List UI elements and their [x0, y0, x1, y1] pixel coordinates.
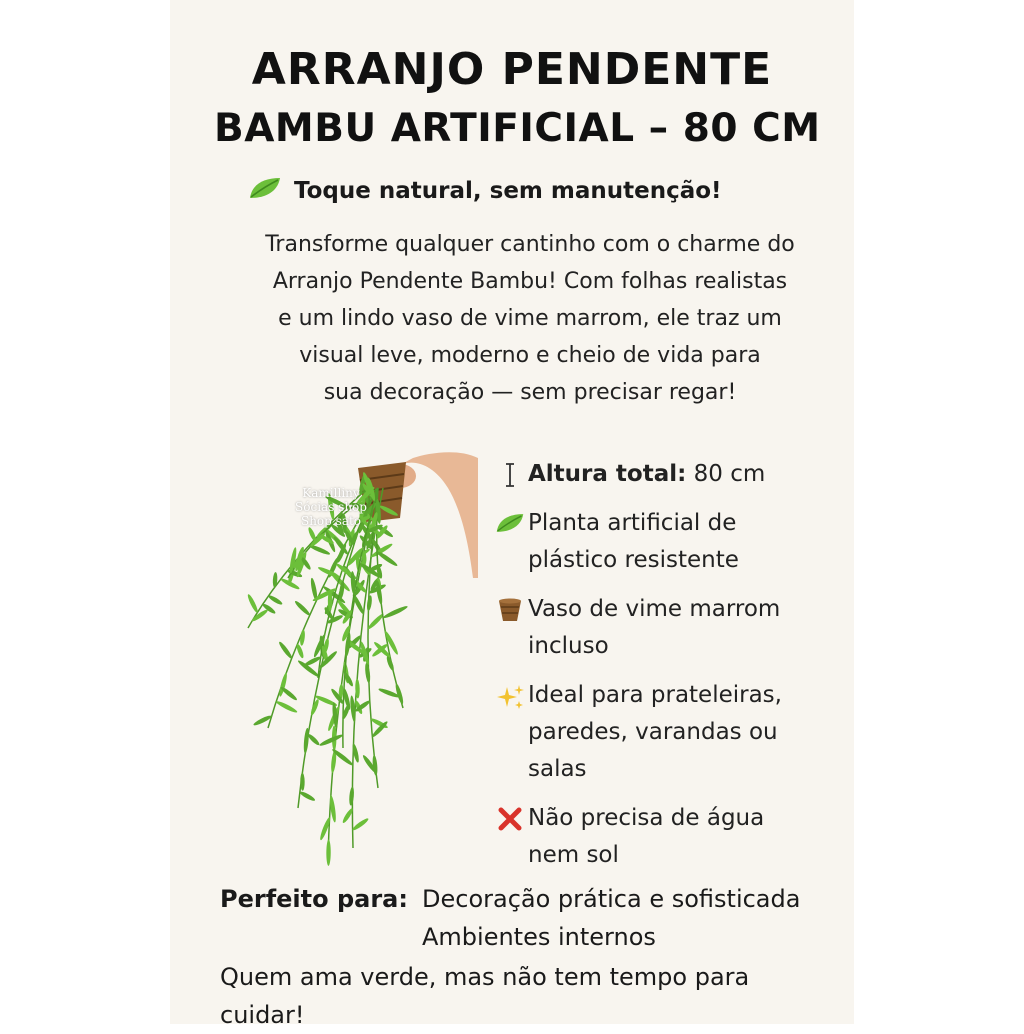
leaf: [319, 733, 344, 747]
height-icon: [492, 456, 528, 488]
leaf: [278, 641, 294, 660]
title-line-2: BAMBU ARTIFICIAL – 80 CM: [214, 106, 821, 151]
intro-line: visual leve, moderno e cheio de vida para: [299, 343, 761, 368]
ideal-for-label: Perfeito para:: [220, 885, 408, 913]
leaf-icon: [248, 176, 282, 206]
leaf: [275, 700, 298, 714]
watermark: Kamilliny Sócias shop Shop sato: [295, 486, 367, 528]
ideal-for-section: [220, 880, 800, 956]
cross-icon: [492, 800, 528, 832]
leaf: [299, 629, 305, 646]
feature-item-vase: Vaso de vime marrom incluso: [492, 591, 852, 665]
intro-paragraph: [190, 226, 870, 411]
basket-icon: [492, 591, 528, 623]
title-line-1: ARRANJO PENDENTE: [251, 44, 773, 95]
leaf: [267, 594, 283, 606]
leaf: [251, 608, 269, 623]
leaf: [303, 728, 310, 754]
intro-line: Arranjo Pendente Bambu! Com folhas realistas: [272, 269, 788, 294]
leaf: [246, 593, 259, 613]
leaf: [375, 580, 384, 605]
leaf: [364, 663, 371, 684]
sparkles-icon: [492, 677, 528, 711]
intro-line: e um lindo vaso de vime marrom, ele traz um: [278, 306, 782, 331]
feature-item-ideal: Ideal para prateleiras, paredes, varandas ou salas: [492, 677, 852, 788]
feature-item-height: Altura total: 80 cm: [492, 456, 852, 493]
leaf: [294, 600, 312, 617]
leaf: [350, 571, 356, 595]
leaf: [366, 595, 373, 611]
leaf: [382, 604, 408, 619]
leaf: [351, 817, 369, 832]
feature-item-no-water: Não precisa de água nem sol: [492, 800, 852, 874]
leaf-icon: [492, 505, 528, 535]
ideal-for-value: Ambientes internos: [422, 923, 656, 951]
ideal-for-value: Decoração prática e sofisticada: [422, 885, 801, 913]
intro-line: Transforme qualquer cantinho com o charme do: [265, 232, 795, 257]
leaf: [326, 839, 331, 865]
feature-list: [492, 456, 852, 886]
subtitle: [248, 176, 722, 206]
leaf: [295, 643, 304, 659]
closing-text: Quem ama verde, mas não tem tempo para cuidar!: [220, 963, 750, 1029]
intro-line: sua decoração — sem precisar regar!: [323, 380, 737, 405]
leaf: [299, 790, 316, 802]
subtitle-text: Toque natural, sem manutenção!: [294, 178, 722, 204]
feature-item-material: Planta artificial de plástico resistente: [492, 505, 852, 579]
leaf: [349, 787, 355, 806]
